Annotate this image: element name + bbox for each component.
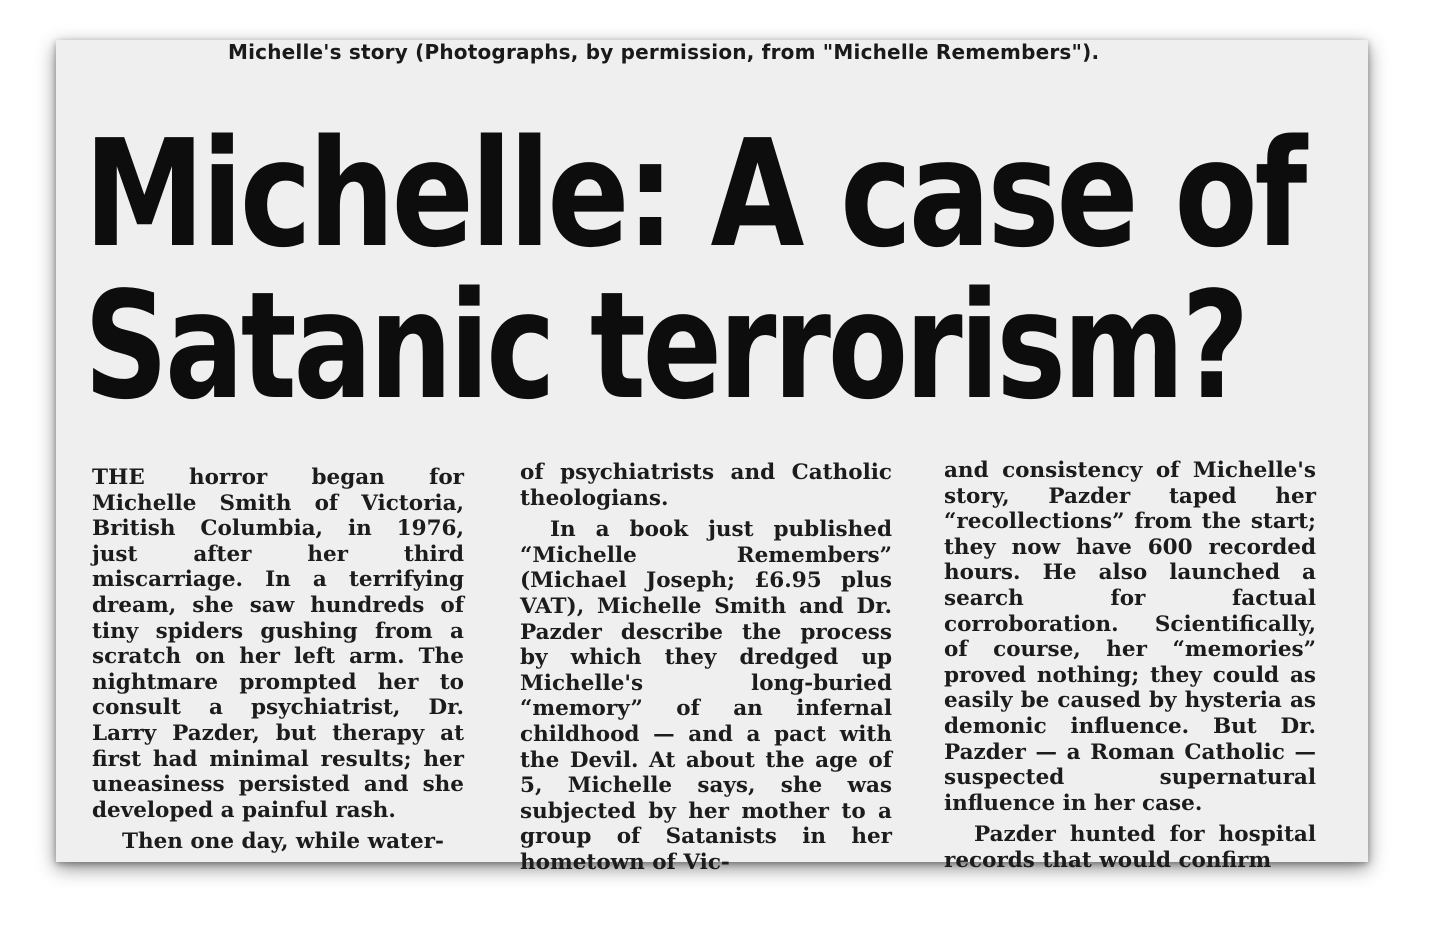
- article-paragraph: of psychiatrists and Catholic theologians.: [520, 460, 892, 511]
- article-column-3: [944, 458, 1316, 874]
- article-column-2: [520, 460, 892, 876]
- newspaper-clipping: [56, 40, 1368, 875]
- article-paragraph: and consistency of Michelle's story, Pazder taped her “recollections” from the start; they now have 600 recorded hours. He also launched a search for factual corroboration. Scientifically, of course, her “memories” proved nothing; they could as easily be caused by hysteria as demonic influence. But Dr. Pazder — a Roman Catholic — suspected supernatural influence in her case.: [944, 458, 1316, 816]
- headline-line-2: Satanic terrorism?: [84, 260, 1247, 432]
- article-paragraph: THE horror began for Michelle Smith of Victoria, British Columbia, in 1976, just after her third miscarriage. In a terrifying dream, she saw hundreds of tiny spiders gushing from a scratch on her left arm. The nightmare prompted her to consult a psychiatrist, Dr. Larry Pazder, but therapy at first had minimal results; her uneasiness persisted and she developed a painful rash.: [92, 465, 464, 823]
- photo-caption: Michelle's story (Photographs, by permission, from "Michelle Remembers").: [228, 40, 1100, 64]
- headline-line-1: Michelle: A case of: [84, 108, 1304, 280]
- article-column-1: [92, 465, 464, 855]
- article-paragraph: In a book just published “Michelle Remembers” (Michael Joseph; £6.95 plus VAT), Michelle Smith and Dr. Pazder describe the process by which they dredged up Michelle's long-buried “memory” of an infernal childhood — and a pact with the Devil. At about the age of 5, Michelle says, she was subjected by her mother to a group of Satanists in her hometown of Vic-: [520, 517, 892, 875]
- article-paragraph: Then one day, while water-: [122, 829, 444, 855]
- article-paragraph: Pazder hunted for hospital records that would confirm: [944, 822, 1316, 873]
